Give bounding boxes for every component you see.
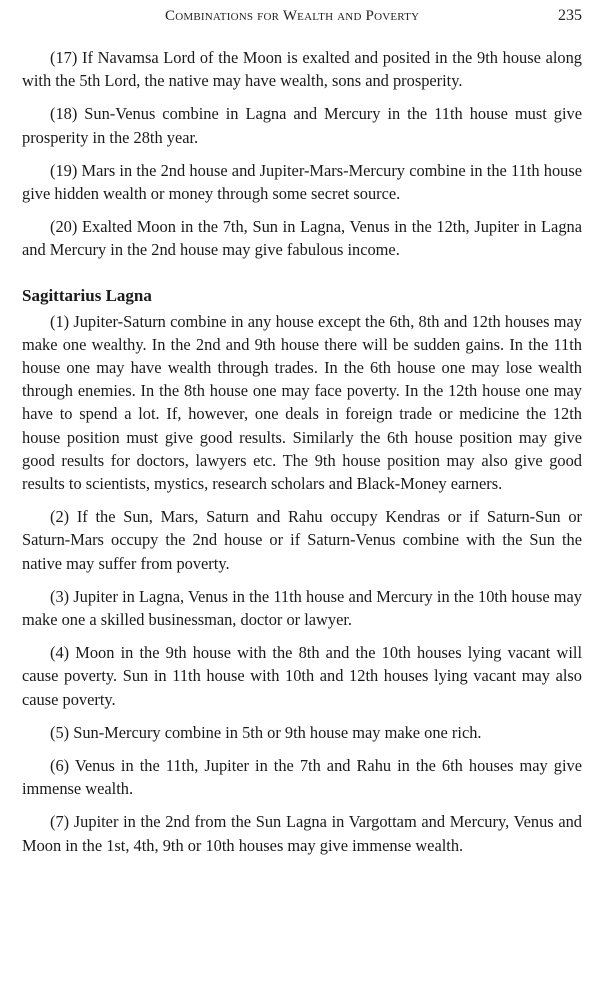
paragraph-20: (20) Exalted Moon in the 7th, Sun in Lagna, Venus in the 12th, Jupiter in Lagna and Mercury in the 2nd house may give fabulous income.	[22, 217, 582, 260]
section-heading: Sagittarius Lagna	[22, 285, 152, 305]
sagittarius-paragraph-6: (6) Venus in the 11th, Jupiter in the 7th and Rahu in the 6th houses may give immense wealth.	[22, 756, 582, 799]
sagittarius-paragraph-2: (2) If the Sun, Mars, Saturn and Rahu occupy Kendras or if Saturn-Sun or Saturn-Mars occupy the 2nd house or if Saturn-Venus combine with the Sun the native may suffer from poverty.	[22, 507, 582, 573]
running-title: Combinations for Wealth and Poverty	[165, 8, 420, 24]
paragraph-18: (18) Sun-Venus combine in Lagna and Mercury in the 11th house must give prosperity in the 28th year.	[22, 104, 582, 147]
page-number: 235	[558, 7, 582, 24]
sagittarius-paragraph-1: (1) Jupiter-Saturn combine in any house except the 6th, 8th and 12th houses may make one wealthy. In the 2nd and 9th house there will be sudden gains. In the 11th house one may have wealth through trades. In the 6th house one may lose wealth through enemies. In the 8th house one may face poverty. In the 12th house one may have to spend a lot. If, however, one deals in foreign trade or medicine the 12th house position must give good results. Similarly the 6th house position may give good results for doctors, lawyers etc. The 9th house position may also give good results to scientists, mystics, research scholars and Black-Money earners.	[22, 311, 582, 494]
paragraph-19: (19) Mars in the 2nd house and Jupiter-Mars-Mercury combine in the 11th house give hidden wealth or money through some secret source.	[22, 160, 582, 204]
sagittarius-paragraph-5: (5) Sun-Mercury combine in 5th or 9th house may make one rich.	[50, 722, 482, 742]
paragraph-17: (17) If Navamsa Lord of the Moon is exalted and posited in the 9th house along with the 5th Lord, the native may have wealth, sons and prosperity.	[22, 48, 582, 91]
running-header	[22, 0, 582, 40]
book-page	[22, 0, 582, 867]
sagittarius-paragraph-3: (3) Jupiter in Lagna, Venus in the 11th house and Mercury in the 10th house may make one a skilled businessman, doctor or lawyer.	[22, 586, 582, 630]
sagittarius-paragraph-4: (4) Moon in the 9th house with the 8th and the 10th houses lying vacant will cause poverty. Sun in 11th house with 10th and 12th houses lying vacant may also cause poverty.	[22, 643, 582, 709]
sagittarius-paragraph-7: (7) Jupiter in the 2nd from the Sun Lagna in Vargottam and Mercury, Venus and Moon in the 1st, 4th, 9th or 10th houses may give immense wealth.	[22, 812, 582, 855]
